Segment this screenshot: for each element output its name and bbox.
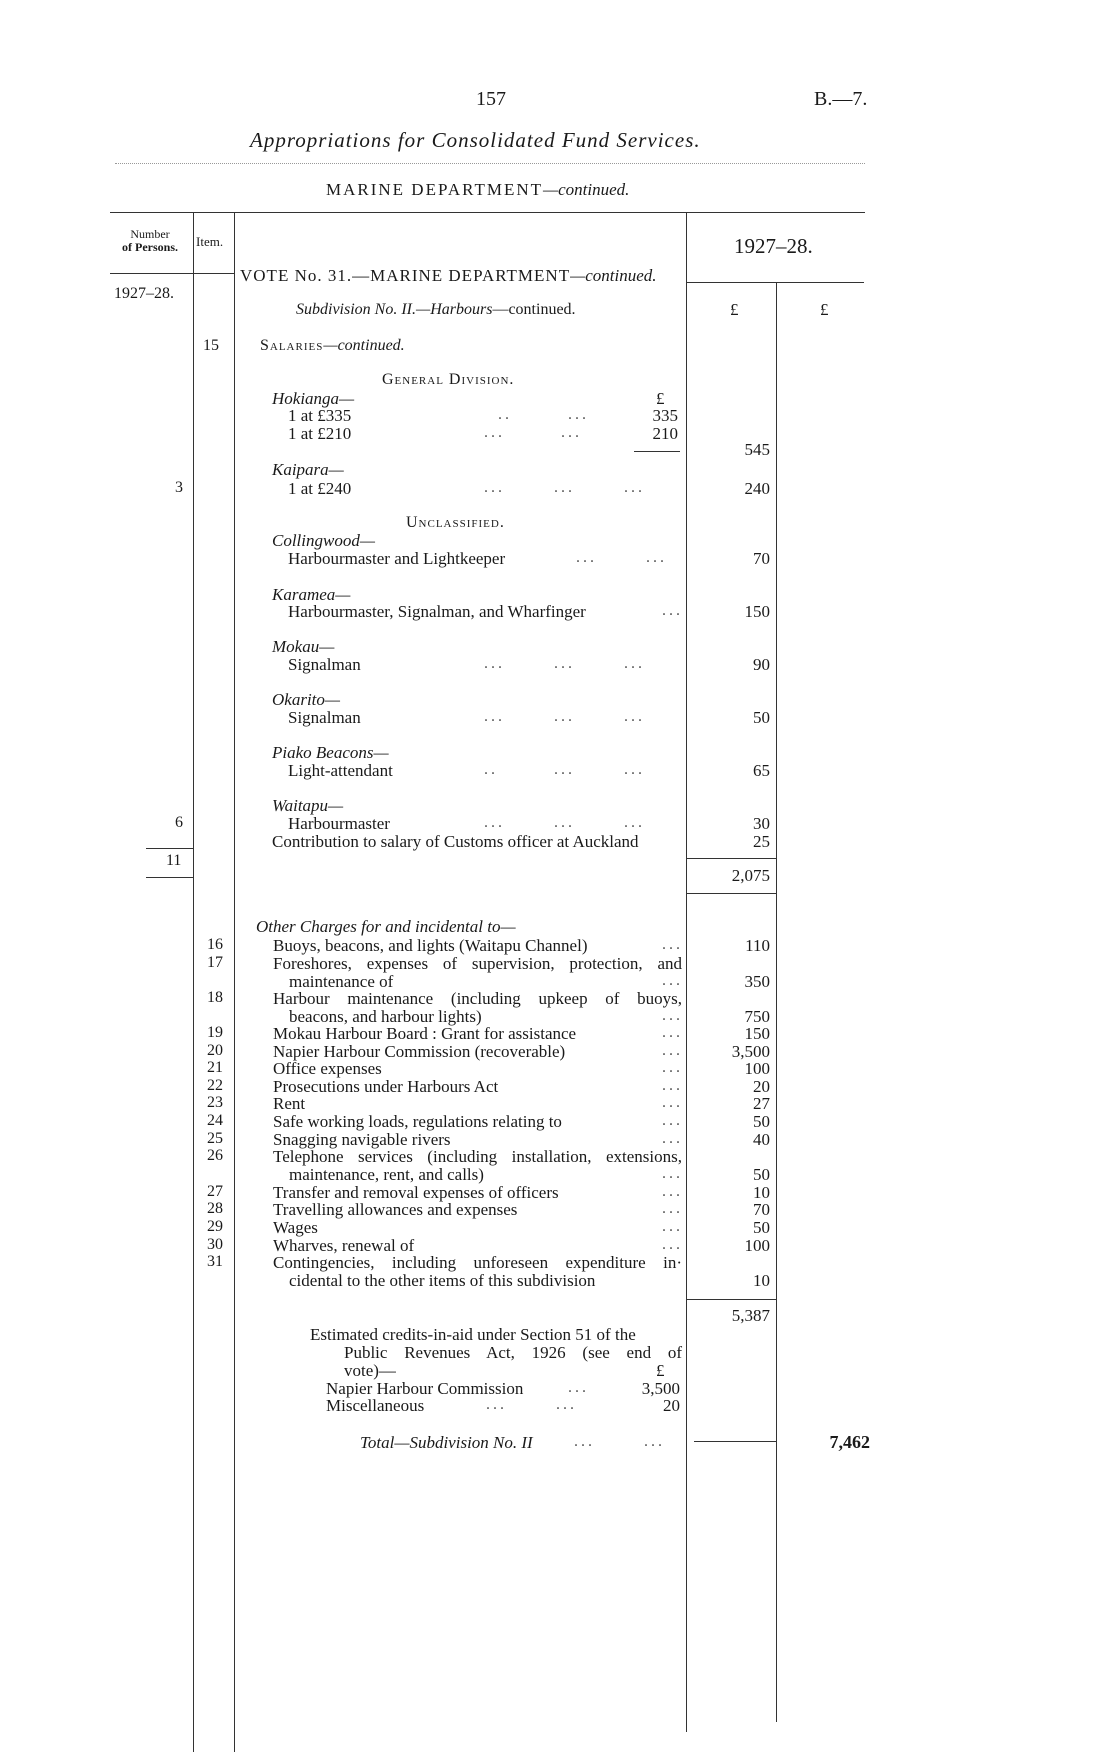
charge-item-number: 17	[207, 954, 223, 971]
karamea-place: Karamea—	[272, 585, 351, 604]
leader-dots: ...	[662, 1006, 683, 1024]
leader-dots: ... ...	[574, 1433, 665, 1450]
charge-description: Transfer and removal expenses of officers	[273, 1183, 559, 1202]
charge-amount: 100	[744, 1059, 770, 1078]
leader-dots: ...	[662, 1077, 683, 1094]
credits-line-3: vote)—	[344, 1361, 396, 1380]
charge-item-number: 16	[207, 936, 223, 953]
salaries-total: 2,075	[731, 866, 770, 885]
leader-dots: ...	[662, 1183, 683, 1200]
persons-subtotal-rule	[146, 848, 193, 849]
mokau-value: 90	[753, 655, 770, 674]
waitapu-value: 30	[753, 814, 770, 833]
credits-line-1: Estimated credits-in-aid under Section 51 of the	[310, 1325, 636, 1344]
credits-misc-value: 20	[663, 1396, 680, 1415]
charge-amount: 10	[753, 1183, 770, 1202]
pound-col1: £	[730, 300, 739, 319]
col-rule-item	[234, 212, 235, 1752]
hokianga-line-2-value: 210	[652, 424, 678, 443]
charge-amount: 50	[753, 1164, 770, 1184]
charges-subtotal-rule	[686, 1299, 776, 1300]
charge-description: Contingencies, including unforeseen expenditure in·	[273, 1253, 682, 1272]
contribution-text: Contribution to salary of Customs officer at Auckland	[272, 832, 639, 851]
salaries-subtotal-rule	[686, 858, 776, 859]
leader-dots: ...	[662, 971, 683, 989]
charge-item-number: 29	[207, 1218, 223, 1235]
charge-description: Wages	[273, 1218, 318, 1237]
charge-item-number: 22	[207, 1077, 223, 1094]
pound-col2: £	[820, 300, 829, 319]
credits-napier-value: 3,500	[641, 1379, 680, 1398]
charge-amount: 350	[744, 971, 770, 991]
charge-amount: 100	[744, 1236, 770, 1255]
collingwood-place: Collingwood—	[272, 531, 375, 550]
credits-misc-text: Miscellaneous	[326, 1396, 425, 1415]
waitapu-text: Harbourmaster	[288, 814, 390, 833]
leader-dots: ...	[662, 1164, 683, 1182]
charge-amount: 27	[753, 1094, 770, 1113]
piako-text: Light-attendant	[288, 761, 393, 780]
kaipara-persons: 3	[175, 479, 183, 496]
charge-description: Napier Harbour Commission (recoverable)	[273, 1042, 566, 1061]
collingwood-value: 70	[753, 549, 770, 568]
leader-dots: ...	[662, 602, 683, 619]
page-code: B.—7.	[814, 88, 868, 110]
mokau-text: Signalman	[288, 655, 361, 674]
department-heading: MARINE DEPARTMENT—continued.	[326, 180, 630, 199]
vote-heading: VOTE No. 31.—MARINE DEPARTMENT—continued.	[240, 266, 657, 285]
salaries-total-rule	[686, 893, 776, 894]
okarito-place: Okarito—	[272, 690, 340, 709]
kaipara-text: 1 at £240	[288, 479, 352, 498]
leader-dots: ... ... ...	[484, 814, 645, 831]
charge-amount: 50	[753, 1218, 770, 1237]
piako-place: Piako Beacons—	[272, 743, 389, 762]
charge-description: Safe working loads, regulations relating to	[273, 1112, 562, 1131]
page-title: Appropriations for Consolidated Fund Services.	[250, 128, 701, 152]
persons-total-rule	[146, 877, 193, 878]
charge-item-number: 30	[207, 1236, 223, 1253]
leader-dots: ...	[662, 1042, 683, 1059]
leader-dots: ...	[662, 1236, 683, 1253]
charge-description: Rent	[273, 1094, 306, 1113]
charge-item-number: 31	[207, 1253, 223, 1270]
total-rule	[694, 1441, 776, 1442]
charge-description: Harbour maintenance (including upkeep of buoys,	[273, 989, 682, 1008]
salaries-heading: Salaries—continued.	[260, 337, 405, 354]
page-number: 157	[476, 88, 506, 110]
charge-description: Office expenses	[273, 1059, 382, 1078]
charge-description: Snagging navigable rivers	[273, 1130, 451, 1149]
mokau-place: Mokau—	[272, 637, 335, 656]
header-rule-left	[110, 273, 234, 274]
charge-item-number: 23	[207, 1094, 223, 1111]
general-division-heading: General Division.	[382, 371, 515, 388]
charge-item-number: 24	[207, 1112, 223, 1129]
leader-dots: ...	[662, 1024, 683, 1041]
leader-dots: ... ...	[486, 1396, 577, 1413]
leader-dots: .. ...	[498, 406, 589, 423]
hokianga-pound: £	[656, 389, 665, 408]
charge-description: Buoys, beacons, and lights (Waitapu Channel)	[273, 936, 588, 955]
charge-amount: 70	[753, 1200, 770, 1219]
item-15: 15	[203, 337, 219, 354]
leader-dots: ...	[662, 1218, 683, 1235]
charge-description: Prosecutions under Harbours Act	[273, 1077, 499, 1096]
leader-dots: ...	[662, 1130, 683, 1147]
persons-header: Number of Persons.	[122, 227, 178, 254]
leader-dots: ...	[662, 936, 683, 953]
charge-description: cidental to the other items of this subdivision	[289, 1270, 596, 1290]
leader-dots: ...	[662, 1059, 683, 1076]
credits-line-2: Public Revenues Act, 1926 (see end of	[344, 1343, 682, 1362]
kaipara-value: 240	[744, 479, 770, 498]
waitapu-place: Waitapu—	[272, 796, 344, 815]
leader-dots: ... ... ...	[484, 479, 645, 496]
col-rule-detail	[686, 212, 687, 1732]
title-rule	[115, 163, 865, 164]
charge-item-number: 28	[207, 1200, 223, 1217]
waitapu-persons: 6	[175, 814, 183, 831]
hokianga-line-1-text: 1 at £335	[288, 406, 352, 425]
charge-description: Travelling allowances and expenses	[273, 1200, 518, 1219]
piako-value: 65	[753, 761, 770, 780]
persons-year: 1927–28.	[114, 285, 174, 302]
kaipara-place: Kaipara—	[272, 460, 344, 479]
hokianga-line-2-text: 1 at £210	[288, 424, 352, 443]
leader-dots: ...	[662, 1112, 683, 1129]
leader-dots: ... ...	[484, 424, 582, 441]
header-rule-right	[686, 282, 864, 283]
charge-amount: 750	[744, 1006, 770, 1026]
hokianga-place: Hokianga—	[272, 389, 355, 408]
charge-amount: 50	[753, 1112, 770, 1131]
persons-total: 11	[166, 852, 182, 869]
leader-dots: ... ... ...	[484, 708, 645, 725]
okarito-text: Signalman	[288, 708, 361, 727]
charge-description: beacons, and harbour lights)	[289, 1006, 482, 1026]
charge-amount: 150	[744, 1024, 770, 1043]
charge-description: Foreshores, expenses of supervision, protection, and	[273, 954, 682, 973]
hokianga-subtotal-rule	[634, 451, 680, 452]
col-rule-amount	[776, 282, 777, 1722]
charge-amount: 3,500	[731, 1042, 770, 1061]
karamea-value: 150	[744, 602, 770, 621]
charge-description: Telephone services (including installation, extensions,	[273, 1147, 682, 1166]
leader-dots: .. ... ...	[484, 761, 645, 778]
table-top-rule	[110, 212, 865, 213]
okarito-value: 50	[753, 708, 770, 727]
subdivision-heading: Subdivision No. II.—Harbours—continued.	[296, 301, 576, 318]
total-label: Total—Subdivision No. II	[360, 1433, 533, 1452]
year-header: 1927–28.	[734, 234, 813, 258]
charge-amount: 40	[753, 1130, 770, 1149]
charge-amount: 110	[745, 936, 770, 955]
collingwood-text: Harbourmaster and Lightkeeper	[288, 549, 506, 568]
charge-item-number: 26	[207, 1147, 223, 1164]
leader-dots: ... ...	[576, 549, 667, 566]
charges-total: 5,387	[731, 1306, 770, 1325]
credits-napier-text: Napier Harbour Commission	[326, 1379, 524, 1398]
other-charges-heading: Other Charges for and incidental to—	[256, 917, 516, 936]
unclassified-heading: Unclassified.	[406, 514, 505, 531]
credits-pound: £	[656, 1361, 665, 1380]
item-header: Item.	[196, 234, 224, 249]
charge-item-number: 18	[207, 989, 223, 1006]
leader-dots: ...	[662, 1094, 683, 1111]
charge-description: maintenance, rent, and calls)	[289, 1164, 484, 1184]
charge-description: Mokau Harbour Board : Grant for assistance	[273, 1024, 577, 1043]
charge-description: maintenance of	[289, 971, 394, 991]
contribution-value: 25	[753, 832, 770, 851]
grand-total: 7,462	[829, 1432, 870, 1452]
col-rule-persons	[193, 212, 194, 1752]
charge-amount: 20	[753, 1077, 770, 1096]
leader-dots: ...	[662, 1200, 683, 1217]
charge-description: Wharves, renewal of	[273, 1236, 415, 1255]
hokianga-total: 545	[744, 440, 770, 459]
leader-dots: ...	[568, 1379, 589, 1396]
karamea-text: Harbourmaster, Signalman, and Wharfinger	[288, 602, 586, 621]
charge-item-number: 21	[207, 1059, 223, 1076]
hokianga-line-1-value: 335	[652, 406, 678, 425]
leader-dots: ... ... ...	[484, 655, 645, 672]
charge-amount: 10	[753, 1270, 770, 1290]
charge-item-number: 20	[207, 1042, 223, 1059]
charge-item-number: 25	[207, 1130, 223, 1147]
charge-item-number: 27	[207, 1183, 223, 1200]
charge-item-number: 19	[207, 1024, 223, 1041]
